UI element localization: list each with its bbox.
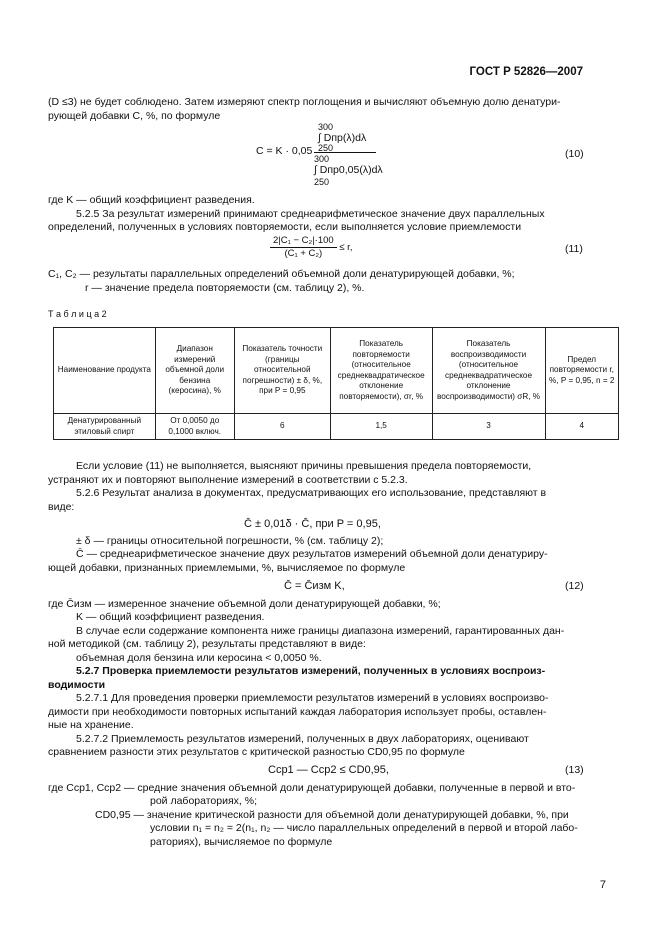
integral-upper-limit: 300 (314, 154, 330, 164)
paragraph-line: C̄ — среднеарифметическое значение двух результатов измерений объемной доли денатуриру- (76, 548, 548, 560)
paragraph-line: В случае если содержание компонента ниже границы диапазона измерений, гарантированных дан- (76, 625, 565, 637)
inequality-rhs: ≤ r, (339, 242, 353, 254)
paragraph-line: r — значение предела повторяемости (см. таблицу 2), %. (85, 282, 365, 294)
paragraph-line: CD0,95 — значение критической разности для объемной доли денатурирующей добавки, %, при (95, 809, 569, 821)
paragraph-line: C₁, C₂ — результаты параллельных определений объемной доли денатурирующей добавки, %; (48, 268, 515, 280)
denominator-integral: ∫ Dпр0,05(λ)dλ (314, 164, 383, 176)
denominator: (C₁ + C₂) (284, 248, 323, 259)
paragraph-line: виде: (48, 501, 75, 513)
paragraph-line: где K — общий коэффициент разведения. (48, 194, 255, 206)
fraction (270, 235, 337, 260)
integral-lower-limit: 250 (314, 177, 330, 187)
document-header: ГОСТ Р 52826—2007 (469, 66, 583, 78)
table-cell: 4 (545, 414, 618, 440)
table-cell: 3 (432, 414, 545, 440)
paragraph-line: определений, полученных в условиях повторяемости, если выполняется условие приемлемости (48, 221, 522, 233)
paragraph-line: Если условие (11) не выполняется, выясняют причины превышения предела повторяемости, (76, 460, 532, 472)
table-cell: 1,5 (330, 414, 432, 440)
table-header-cell: Показатель воспроизводимости (относительное среднеквадратическое отклонение воспроизводимости) σR, % (432, 328, 545, 414)
table-header-cell: Предел повторяемости r, %, P = 0,95, n = 2 (545, 328, 618, 414)
integral-upper-limit: 300 (318, 122, 334, 132)
page-number: 7 (599, 879, 606, 891)
paragraph-line: условии n₁ = n₂ = 2(n₁, n₂ — число параллельных определений в первой и второй лабо- (150, 822, 578, 834)
section-heading: 5.2.7 Проверка приемлемости результатов измерений, полученных в условиях воспроиз- (76, 665, 546, 677)
table-header-cell: Диапазон измерений объемной доли бензина (керосина), % (155, 328, 234, 414)
table-header-cell: Показатель повторяемости (относительное среднеквадратическое отклонение повторяемости), σr, % (330, 328, 432, 414)
equation-10-lhs: C = K · 0,05 (256, 145, 313, 157)
equation-12: C̄ = C̄изм K, (284, 580, 345, 592)
paragraph-line: ющей добавки, признанных приемлемыми, %, вычисляемое по формуле (48, 562, 406, 574)
paragraph-line: димости при необходимости повторных испытаний каждая лаборатория использует пробы, оставлен- (48, 706, 547, 718)
table-header-row (54, 328, 619, 414)
equation-13: Cср1 — Cср2 ≤ CD0,95, (268, 764, 389, 776)
equation-11 (270, 235, 352, 260)
table-cell: От 0,0050 до 0,1000 включ. (155, 414, 234, 440)
fraction-bar (314, 152, 376, 153)
table-row (54, 414, 619, 440)
paragraph-line: 5.2.7.2 Приемлемость результатов измерений, полученных в двух лабораториях, оценивают (76, 733, 529, 745)
paragraph-line: 5.2.7.1 Для проведения проверки приемлемости результатов измерений в условиях воспроизво- (76, 692, 549, 704)
numerator: 2|C₁ − C₂|·100 (270, 235, 337, 248)
equation-number: (11) (565, 243, 583, 255)
paragraph-line: ной методикой (см. таблицу 2), результаты представляют в виде: (48, 638, 366, 650)
table-header-cell: Показатель точности (границы относительной погрешности) ± δ, %, при P = 0,95 (234, 328, 330, 414)
paragraph-line: K — общий коэффициент разведения. (76, 611, 265, 623)
paragraph-line: 5.2.5 За результат измерений принимают среднеарифметическое значение двух параллельных (76, 208, 545, 220)
paragraph-line: где C̄изм — измеренное значение объемной доли денатурирующей добавки, %; (48, 598, 441, 610)
paragraph-line: устраняют их и повторяют выполнение измерений в соответствии с 5.2.3. (48, 474, 408, 486)
paragraph-line: 5.2.6 Результат анализа в документах, предусматривающих его использование, представляют в (76, 487, 547, 499)
paragraph-line: (D ≤3) не будет соблюдено. Затем измеряют спектр поглощения и вычисляют объемную долю денатури- (48, 96, 561, 108)
paragraph-line: раториях), вычисляемое по формуле (150, 836, 333, 848)
table-cell: 6 (234, 414, 330, 440)
equation-number: (12) (565, 580, 584, 592)
paragraph-line: ± δ — границы относительной погрешности, % (см. таблицу 2); (76, 535, 384, 547)
section-heading: водимости (48, 679, 106, 691)
result-expression: C̄ ± 0,01δ · C̄, при P = 0,95, (244, 518, 381, 530)
paragraph-line: сравнением разности этих результатов с критической разностью CD0,95 по формуле (48, 746, 465, 758)
integral-lower-limit: 250 (318, 143, 334, 153)
table-header-cell: Наименование продукта (54, 328, 156, 414)
table-cell: Денатурированный этиловый спирт (54, 414, 156, 440)
paragraph-line: объемная доля бензина или керосина < 0,0050 %. (76, 652, 322, 664)
equation-number: (10) (565, 148, 584, 160)
numerator-integral: ∫ Dпр(λ)dλ (318, 132, 367, 144)
equation-number: (13) (565, 764, 584, 776)
paragraph-line: где Cср1, Cср2 — средние значения объемной доли денатурирующей добавки, полученные в первой и вто- (48, 782, 576, 794)
table-caption: Т а б л и ц а 2 (48, 309, 107, 319)
data-table (53, 327, 619, 440)
paragraph-line: ные на хранение. (48, 719, 134, 731)
paragraph-line: рующей добавки C, %, по формуле (48, 110, 221, 122)
paragraph-line: рой лабораториях, %; (150, 795, 257, 807)
